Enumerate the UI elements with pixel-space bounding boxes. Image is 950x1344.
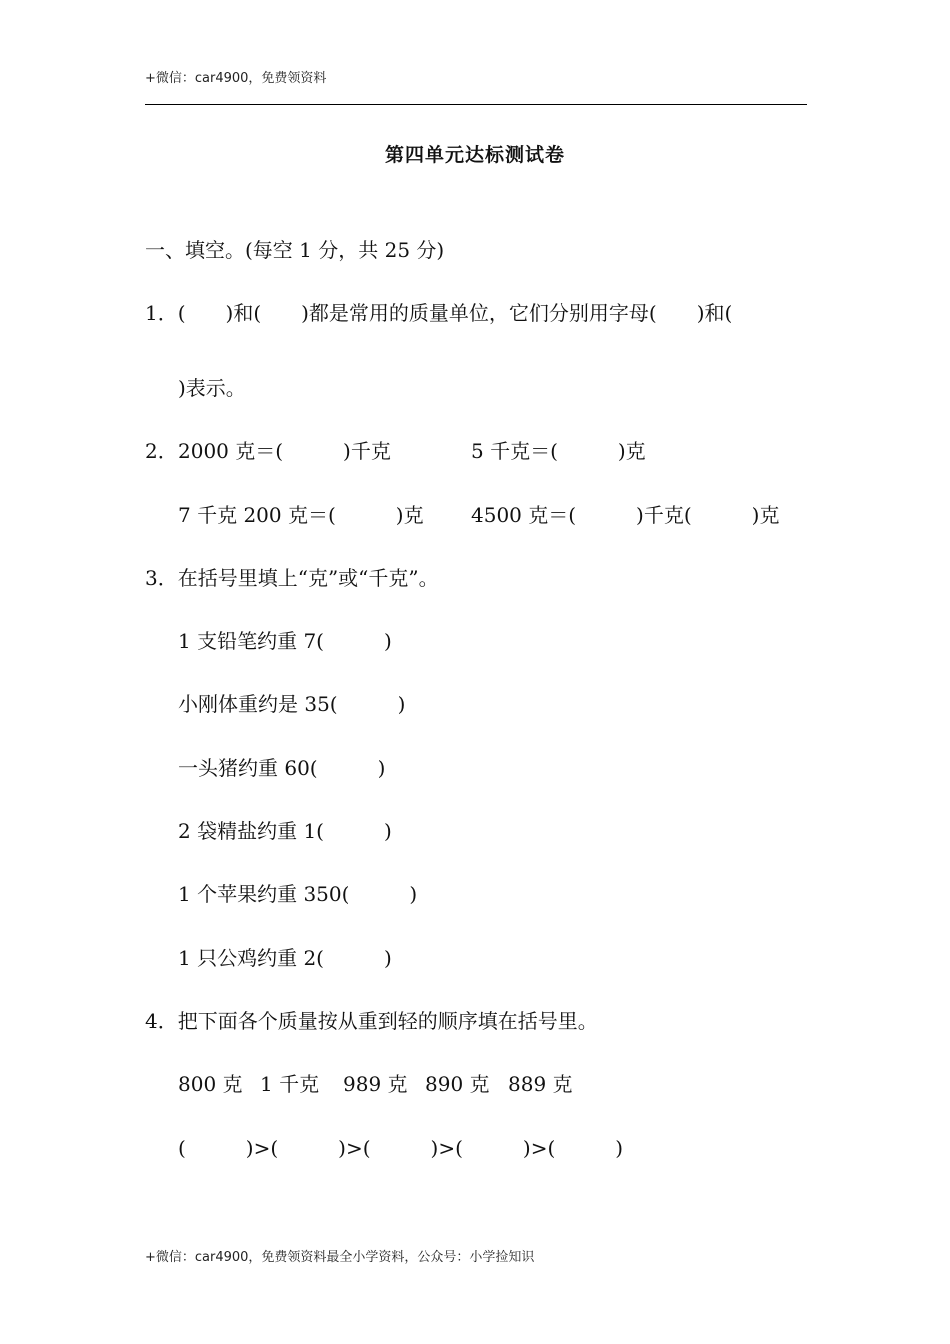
question-4-value: 1 千克 xyxy=(260,1072,320,1096)
question-1-line-2: )表示。 xyxy=(178,376,246,400)
question-4-value: 890 克 xyxy=(425,1072,490,1096)
question-3-item: 小刚体重约是 35( ) xyxy=(178,692,406,716)
header-note: +微信：car4900，免费领资料 xyxy=(145,71,327,86)
question-1-line-1: 1．( )和( )都是常用的质量单位，它们分别用字母( )和( xyxy=(145,301,733,325)
question-4-order-line: ( )>( )>( )>( )>( ) xyxy=(178,1136,624,1160)
question-2-item-a: 2000 克＝( )千克 xyxy=(178,439,391,463)
question-4-value: 889 克 xyxy=(508,1072,573,1096)
question-4-value: 989 克 xyxy=(343,1072,408,1096)
footer-note: +微信：car4900，免费领资料最全小学资料，公众号：小学捡知识 xyxy=(145,1250,535,1265)
question-3-item: 1 个苹果约重 350( ) xyxy=(178,882,418,906)
question-2-item-b: 5 千克＝( )克 xyxy=(471,439,646,463)
section-heading: 一、填空。(每空 1 分，共 25 分) xyxy=(145,238,445,262)
question-3-item: 一头猪约重 60( ) xyxy=(178,756,386,780)
question-3-item: 1 只公鸡约重 2( ) xyxy=(178,946,392,970)
page-title: 第四单元达标测试卷 xyxy=(384,144,565,166)
question-2-item-c: 7 千克 200 克＝( )克 xyxy=(178,503,424,527)
question-3-item: 2 袋精盐约重 1( ) xyxy=(178,819,392,843)
question-4-value: 800 克 xyxy=(178,1072,243,1096)
question-2-item-d: 4500 克＝( )千克( )克 xyxy=(471,503,780,527)
question-2-number: 2． xyxy=(145,439,178,463)
question-3-item: 1 支铅笔约重 7( ) xyxy=(178,629,392,653)
question-3-prompt: 3．在括号里填上“克”或“千克”。 xyxy=(145,566,439,590)
header-divider xyxy=(145,104,807,105)
question-4-prompt: 4．把下面各个质量按从重到轻的顺序填在括号里。 xyxy=(145,1009,598,1033)
